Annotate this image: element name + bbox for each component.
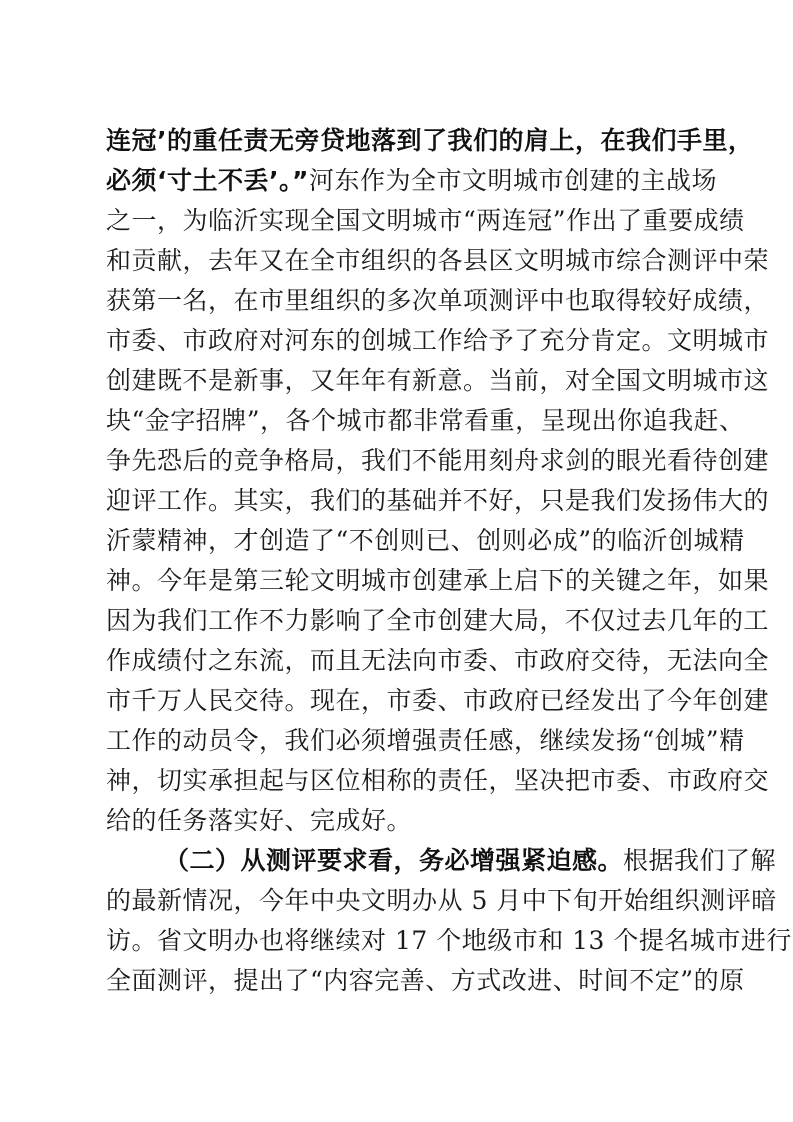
text-line	[106, 361, 770, 401]
body-text-segment: 块“金字招牌”，各个城市都非常看重，呈现出你追我赶、	[106, 406, 745, 435]
body-text-segment: 和贡献，去年又在全市组织的各县区文明城市综合测评中荣	[106, 246, 770, 275]
text-line	[106, 281, 770, 321]
document-body	[106, 121, 792, 1001]
text-line	[106, 601, 770, 641]
text-line	[106, 241, 770, 281]
text-line	[106, 481, 770, 521]
text-line	[106, 521, 745, 561]
body-text-segment: 作成绩付之东流，而且无法向市委、市政府交待，无法向全	[106, 646, 770, 675]
body-text-segment: 全面测评，提出了“内容完善、方式改进、时间不定”的原	[106, 966, 745, 995]
text-line	[106, 881, 777, 921]
body-text-segment: 神，切实承担起与区位相称的责任，坚决把市委、市政府交	[106, 766, 770, 795]
text-line	[106, 761, 770, 801]
text-line	[106, 401, 745, 441]
text-line	[106, 161, 717, 201]
body-text-segment: 市委、市政府对河东的创城工作给予了充分肯定。文明城市	[106, 326, 770, 355]
body-text-segment: 神。今年是第三轮文明城市创建承上启下的关键之年，如果	[106, 566, 770, 595]
text-line	[106, 441, 770, 481]
body-text-segment: 沂蒙精神，才创造了“不创则已、创则必成”的临沂创城精	[106, 526, 745, 555]
body-text-segment: 市千万人民交待。现在，市委、市政府已经发出了今年创建	[106, 686, 770, 715]
bold-quote-text: 连冠’的重任责无旁贷地落到了我们的肩上，在我们手里，	[106, 126, 754, 155]
text-line	[106, 681, 770, 721]
text-line	[106, 121, 754, 161]
text-line	[106, 321, 770, 361]
body-text-segment: 因为我们工作不力影响了全市创建大局，不仅过去几年的工	[106, 606, 770, 635]
body-text-segment: 工作的动员令，我们必须增强责任感，继续发扬“创城”精	[106, 726, 745, 755]
body-text-segment: 的最新情况，今年中央文明办从 5 月中下旬开始组织测评暗	[106, 886, 777, 915]
paragraph-1	[106, 121, 770, 841]
paragraph-2	[106, 841, 792, 1001]
text-line	[106, 721, 745, 761]
body-text-segment: 迎评工作。其实，我们的基础并不好，只是我们发扬伟大的	[106, 486, 770, 515]
body-text-segment: 之一，为临沂实现全国文明城市“两连冠”作出了重要成绩	[106, 206, 745, 235]
body-text-segment: 给的任务落实好、完成好。	[106, 806, 413, 835]
text-line	[106, 641, 770, 681]
body-text-segment: 争先恐后的竞争格局，我们不能用刻舟求剑的眼光看待创建	[106, 446, 770, 475]
text-line	[106, 921, 792, 961]
bold-quote-text: 必须‘寸土不丢’。”	[106, 166, 309, 195]
text-line	[106, 801, 690, 841]
body-text-segment: 访。省文明办也将继续对 17 个地级市和 13 个提名城市进行	[106, 926, 792, 955]
body-text-segment: 河东作为全市文明城市创建的主战场	[308, 166, 717, 195]
body-text-segment: 根据我们了解	[623, 846, 777, 875]
text-line	[106, 961, 745, 1001]
body-text-segment: 创建既不是新事，又年年有新意。当前，对全国文明城市这	[106, 366, 770, 395]
text-line	[106, 201, 745, 241]
text-line	[106, 841, 777, 881]
body-text-segment: 获第一名，在市里组织的多次单项测评中也取得较好成绩，	[106, 286, 770, 315]
section-heading: （二）从测评要求看，务必增强紧迫感。	[164, 846, 624, 875]
text-line	[106, 561, 770, 601]
